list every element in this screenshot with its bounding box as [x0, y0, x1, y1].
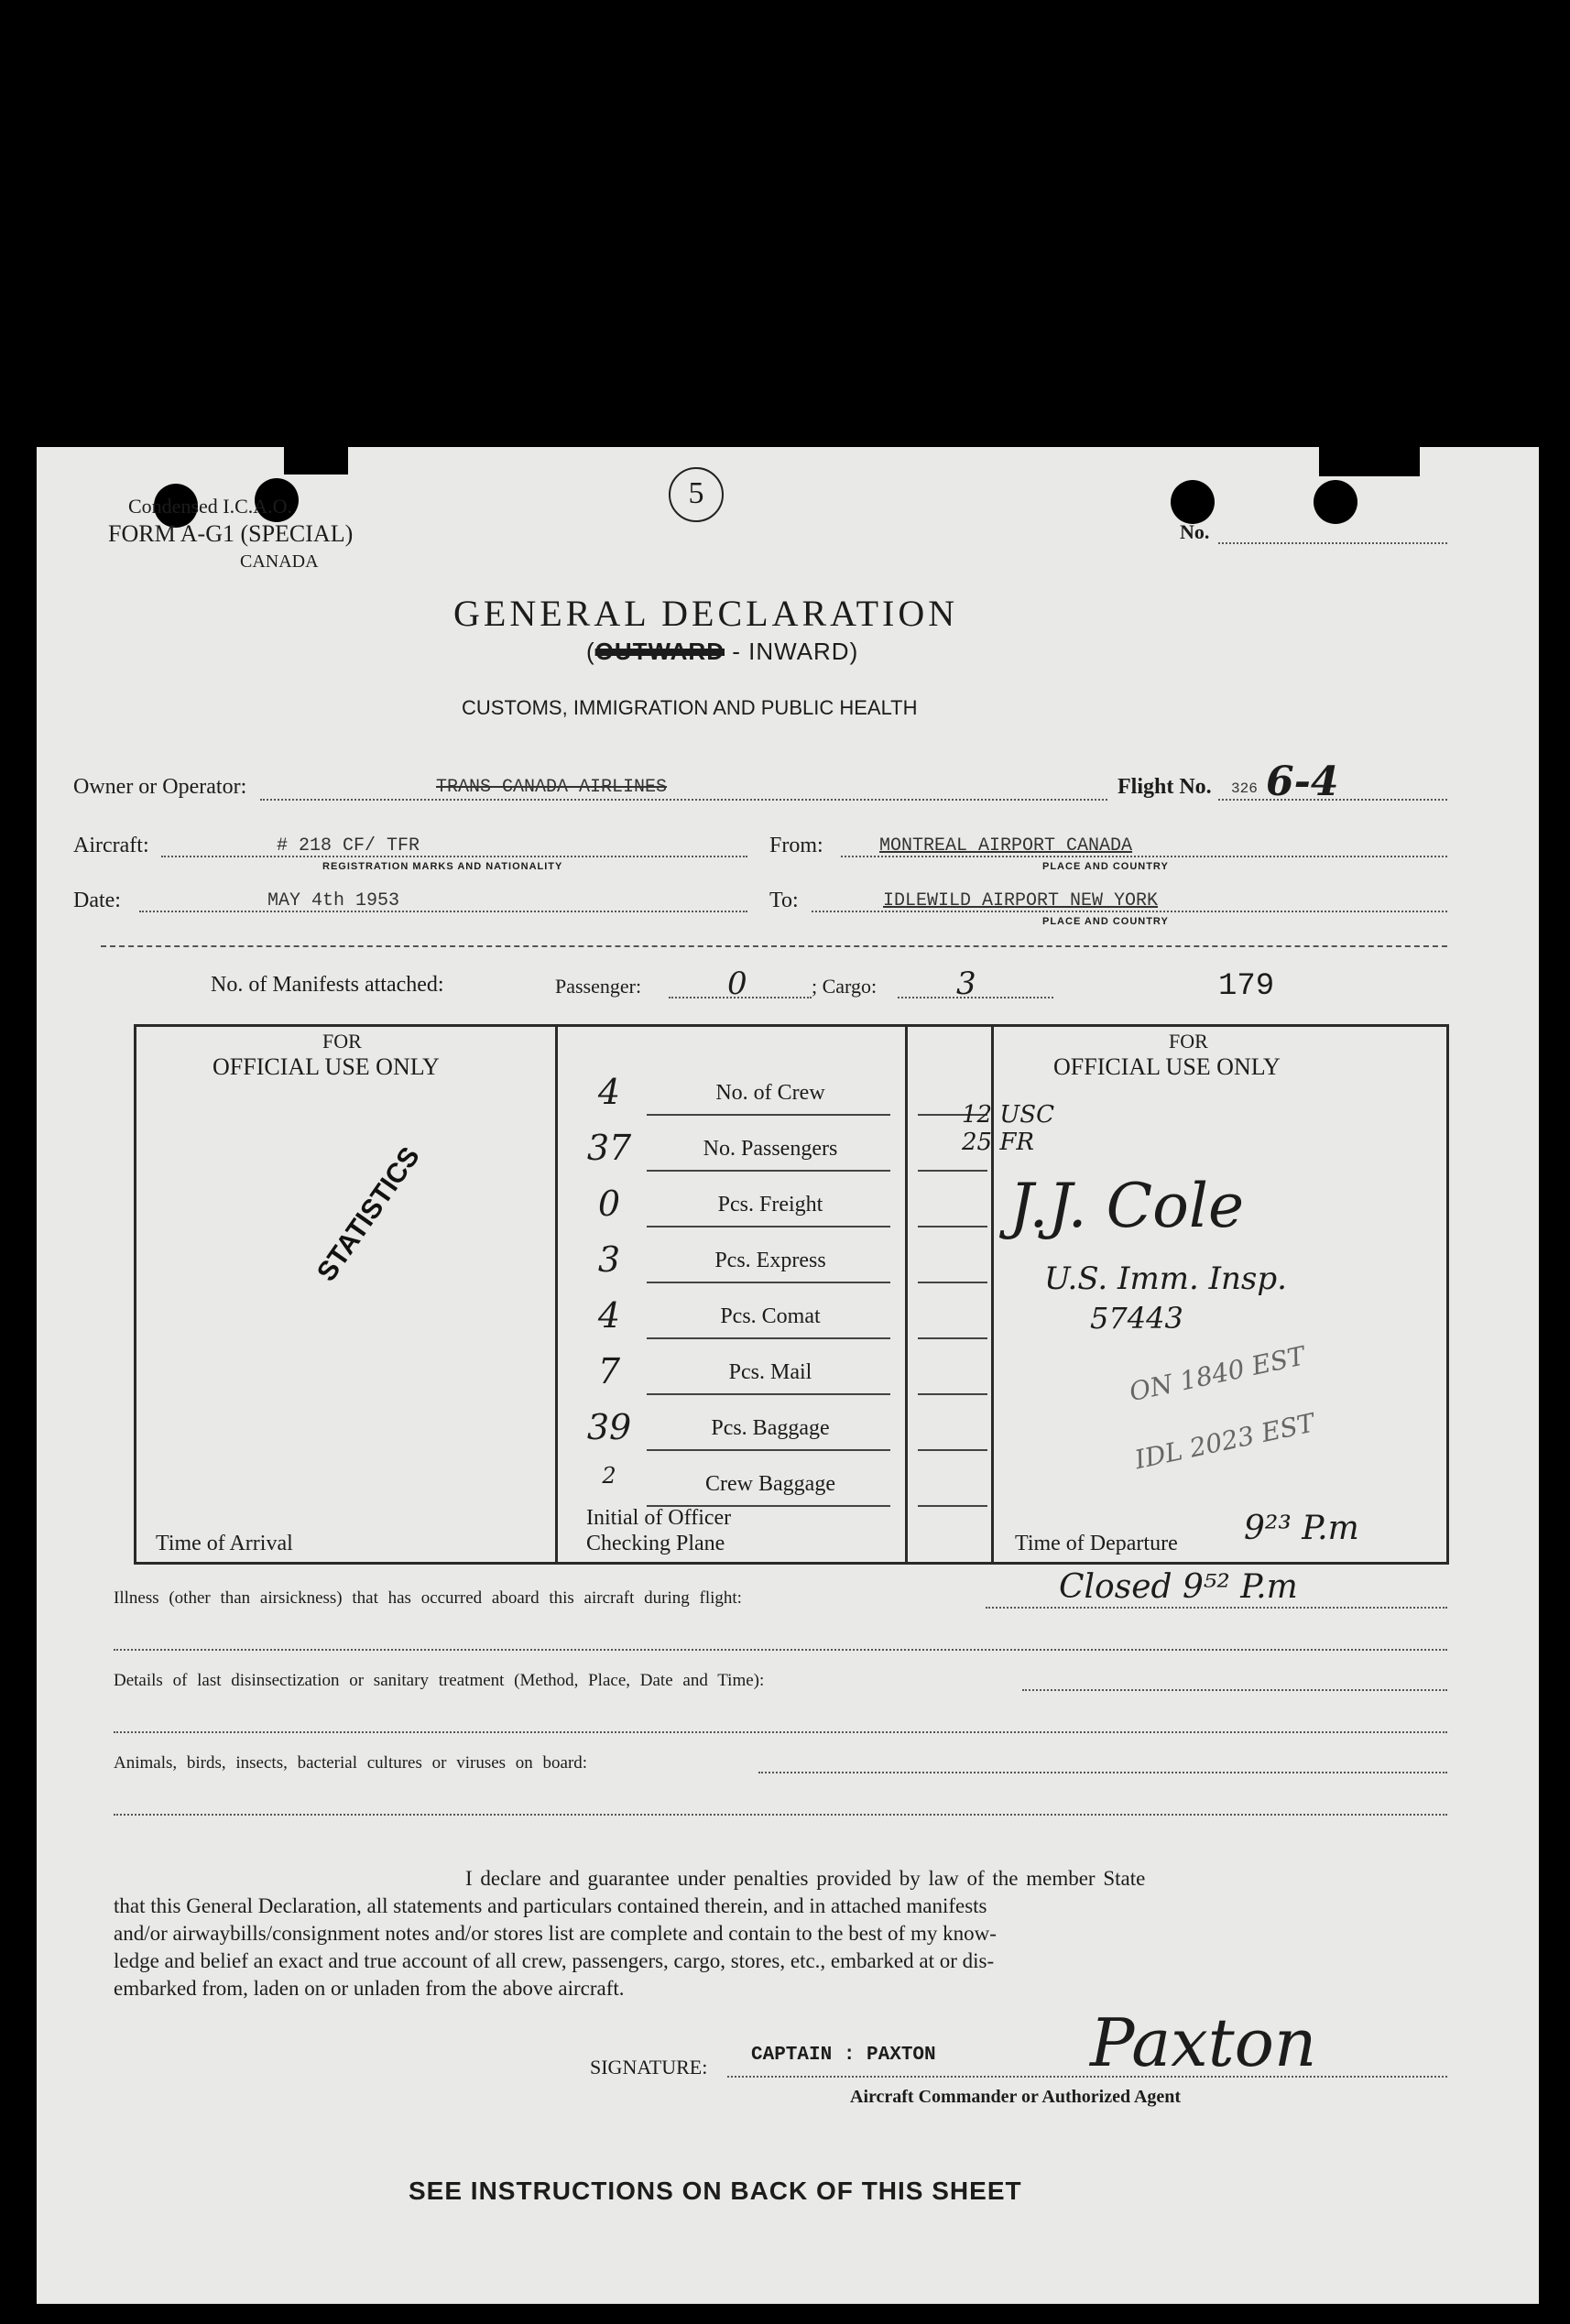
table-row-rule [647, 1282, 890, 1283]
illness-line-2 [114, 1649, 1447, 1651]
signature-caption: Aircraft Commander or Authorized Agent [850, 2087, 1182, 2107]
punch-hole [1314, 480, 1357, 524]
table-row-rule [918, 1170, 987, 1172]
note-on: ON 1840 EST [1127, 1340, 1308, 1408]
note-signature: J.J. Cole [1009, 1171, 1245, 1241]
table-row-value: 3 [597, 1239, 621, 1280]
table-row-rule [647, 1226, 890, 1227]
no-label: No. [1180, 520, 1210, 543]
declaration-line-5: embarked from, laden on or unladen from the above aircraft. [114, 1977, 625, 2000]
table-row-value: 39 [586, 1407, 632, 1447]
divider [101, 945, 1447, 947]
table-row-label: Pcs. Baggage [711, 1416, 830, 1440]
footer-instructions: SEE INSTRUCTIONS ON BACK OF THIS SHEET [409, 2177, 1022, 2205]
table-row-value: 7 [597, 1351, 621, 1391]
form-line-2: FORM A-G1 (SPECIAL) [108, 520, 354, 547]
table-row-label: No. of Crew [715, 1081, 825, 1105]
signature-hand: Paxton [1090, 2004, 1317, 2081]
animals-line [758, 1772, 1447, 1773]
illness-label: Illness (other than airsickness) that has occurred aboard this aircraft during flight: [114, 1588, 742, 1608]
table-col-divider [555, 1024, 558, 1565]
declaration-form [37, 447, 1539, 2304]
torn-corner [284, 447, 348, 475]
initial-line-1: Initial of Officer [586, 1506, 732, 1530]
right-header-1: FOR [1169, 1030, 1208, 1053]
inward-label: - INWARD) [732, 638, 859, 665]
torn-corner [1319, 447, 1420, 476]
table-row-label: Pcs. Mail [728, 1360, 812, 1384]
note-passengers-1: 12 USC [962, 1101, 1054, 1129]
illness-value: Closed 9⁵² P.m [1059, 1568, 1298, 1606]
table-row-value: 37 [586, 1128, 632, 1168]
table-col-divider [905, 1024, 908, 1565]
table-row-rule [647, 1393, 890, 1395]
initial-line-2: Checking Plane [586, 1532, 725, 1555]
table-row-value: 2 [602, 1463, 616, 1489]
form-line-1: Condensed I.C.A.O. [128, 495, 293, 518]
declaration-line-3: and/or airwaybills/consignment notes and/or stores list are complete and contain to the best of my know- [114, 1922, 997, 1945]
subtitle: CUSTOMS, IMMIGRATION AND PUBLIC HEALTH [462, 696, 918, 719]
date-label: Date: [73, 889, 121, 912]
no-line [1218, 542, 1447, 544]
animals-label: Animals, birds, insects, bacterial cultures or viruses on board: [114, 1753, 588, 1773]
note-line-2: 57443 [1090, 1301, 1183, 1336]
signature-label: SIGNATURE: [590, 2056, 708, 2079]
statistics-stamp: STATISTICS [311, 1141, 426, 1287]
disinsect-label: Details of last disinsectization or sanitary treatment (Method, Place, Date and Time): [114, 1671, 765, 1690]
manifests-label: No. of Manifests attached: [211, 973, 444, 997]
disinsect-line-2 [114, 1731, 1447, 1733]
date-line [139, 911, 747, 912]
cargo-label: ; Cargo: [812, 975, 878, 998]
stamp-number: 179 [1218, 969, 1275, 1004]
aircraft-value: # 218 CF/ TFR [277, 835, 420, 856]
note-line-1: U.S. Imm. Insp. [1044, 1260, 1287, 1297]
table-row-rule [918, 1337, 987, 1339]
to-caption: PLACE AND COUNTRY [1042, 916, 1169, 927]
passenger-label: Passenger: [555, 975, 642, 998]
direction-line: (OUTWARD - INWARD) [586, 638, 859, 665]
note-passengers-2: 25 FR [962, 1129, 1034, 1156]
from-caption: PLACE AND COUNTRY [1042, 861, 1169, 872]
page-title: GENERAL DECLARATION [453, 593, 959, 634]
table-row-rule [647, 1170, 890, 1172]
page-number: 5 [669, 467, 724, 522]
to-value: IDLEWILD AIRPORT NEW YORK [883, 890, 1159, 911]
animals-line-2 [114, 1814, 1447, 1816]
owner-line [260, 799, 1107, 801]
to-label: To: [769, 889, 799, 912]
table-row-value: 4 [597, 1072, 621, 1112]
disinsect-line [1022, 1689, 1447, 1691]
punch-hole [1171, 480, 1215, 524]
cargo-value: 3 [956, 966, 976, 1002]
passenger-value: 0 [727, 966, 747, 1002]
table-row-label: Pcs. Express [714, 1249, 826, 1272]
right-header-2: OFFICIAL USE ONLY [1053, 1053, 1281, 1080]
declaration-line-2: that this General Declaration, all statements and particulars contained therein, and in attached manifests [114, 1894, 987, 1917]
table-row-rule [647, 1337, 890, 1339]
table-row-rule [647, 1114, 890, 1116]
table-row-value: 4 [597, 1295, 621, 1336]
table-row-label: Pcs. Comat [720, 1304, 821, 1328]
date-value: MAY 4th 1953 [267, 890, 400, 911]
declaration-line-4: ledge and belief an exact and true account of all crew, passengers, cargo, stores, etc., embarked at or dis- [114, 1949, 995, 1972]
table-row-rule [918, 1226, 987, 1227]
flight-value-hand: 6-4 [1266, 758, 1339, 805]
aircraft-caption: REGISTRATION MARKS AND NATIONALITY [322, 861, 563, 872]
aircraft-label: Aircraft: [73, 834, 149, 857]
table-row-rule [918, 1282, 987, 1283]
table-row-rule [647, 1449, 890, 1451]
from-value: MONTREAL AIRPORT CANADA [879, 835, 1133, 856]
outward-struck: OUTWARD [594, 638, 725, 665]
departure-value: 9²³ P.m [1244, 1510, 1359, 1547]
signature-line [727, 2076, 1447, 2078]
table-row-label: No. Passengers [703, 1137, 838, 1161]
flight-label: Flight No. [1118, 775, 1212, 799]
aircraft-line [161, 856, 747, 857]
signature-typed: CAPTAIN : PAXTON [751, 2045, 936, 2066]
table-row-rule [918, 1449, 987, 1451]
from-label: From: [769, 834, 823, 857]
time-of-arrival: Time of Arrival [156, 1532, 293, 1555]
table-row-rule [918, 1393, 987, 1395]
flight-value-typed: 326 [1231, 780, 1258, 797]
table-row-label: Crew Baggage [705, 1472, 835, 1496]
table-row-label: Pcs. Freight [717, 1193, 823, 1217]
illness-line [986, 1607, 1447, 1609]
note-idl: IDL 2023 EST [1132, 1407, 1317, 1476]
table-row-rule [918, 1505, 987, 1507]
left-header-1: FOR [322, 1030, 362, 1053]
table-row-value: 0 [597, 1184, 621, 1224]
declaration-line-1: I declare and guarantee under penalties provided by law of the member State [465, 1867, 1146, 1890]
owner-value: TRANS CANADA AIRLINES [436, 777, 668, 798]
owner-label: Owner or Operator: [73, 775, 247, 799]
form-line-3: CANADA [240, 551, 319, 572]
time-of-departure: Time of Departure [1015, 1532, 1178, 1555]
left-header-2: OFFICIAL USE ONLY [213, 1053, 440, 1080]
